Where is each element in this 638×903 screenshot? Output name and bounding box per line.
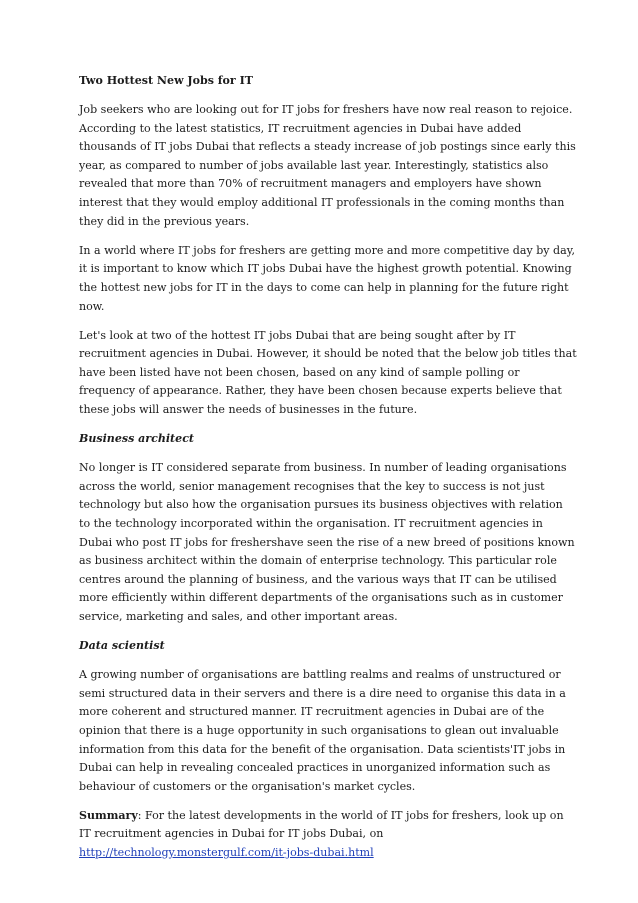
text-line: revealed that more than 70% of recruitment managers and employers have shown — [79, 177, 542, 191]
text-line: centres around the planning of business, and the various ways that IT can be utilised — [79, 572, 557, 586]
summary-label: Summary — [79, 808, 138, 822]
text-line: In a world where IT jobs for freshers are getting more and more competitive day by day, — [79, 243, 575, 257]
business-architect-heading: Business architect — [79, 432, 195, 446]
text-line: it is important to know which IT jobs Dubai have the highest growth potential. Knowing — [79, 262, 572, 276]
text-line: frequency of appearance. Rather, they have been chosen because experts believe that — [79, 384, 562, 398]
summary-line — [79, 807, 565, 826]
text-line: across the world, senior management recognises that the key to success is not just — [79, 479, 545, 493]
data-scientist-paragraph — [79, 666, 565, 796]
text-line: the hottest new jobs for IT in the days to come can help in planning for the future right — [79, 280, 569, 294]
text-line: : For the latest developments in the world of IT jobs for freshers, look up on — [137, 808, 564, 822]
text-line: more coherent and structured manner. IT recruitment agencies in Dubai are of the — [79, 705, 545, 719]
document-page — [79, 72, 577, 873]
text-line: thousands of IT jobs Dubai that reflects a steady increase of job postings since early this — [79, 140, 576, 154]
intro-paragraph — [79, 101, 576, 231]
summary-paragraph — [79, 807, 565, 863]
text-line: According to the latest statistics, IT recruitment agencies in Dubai have added — [79, 121, 522, 135]
text-line: service, marketing and sales, and other important areas. — [79, 609, 398, 623]
text-line: No longer is IT considered separate from business. In number of leading organisations — [79, 461, 567, 475]
text-line: A growing number of organisations are battling realms and realms of unstructured or — [79, 668, 561, 682]
text-line: to the technology incorporated within the organisation. IT recruitment agencies in — [79, 516, 543, 530]
data-scientist-heading: Data scientist — [79, 639, 165, 653]
monstergulf-link[interactable]: http://technology.monstergulf.com/it-jobs-dubai.html — [79, 845, 374, 859]
text-line: semi structured data in their servers and there is a dire need to organise this data in a — [79, 686, 566, 700]
text-line: Job seekers who are looking out for IT jobs for freshers have now real reason to rejoice. — [79, 103, 573, 117]
summary-link-line — [79, 844, 565, 863]
text-line: Let's look at two of the hottest IT jobs Dubai that are being sought after by IT — [79, 328, 516, 342]
text-line: IT recruitment agencies in Dubai for IT jobs Dubai, on — [79, 827, 384, 841]
growth-paragraph — [79, 242, 575, 316]
business-architect-paragraph — [79, 459, 575, 626]
text-line: information from this data for the benefit of the organisation. Data scientists'IT jobs in — [79, 742, 566, 756]
text-line: Dubai who post IT jobs for freshershave seen the rise of a new breed of positions known — [79, 535, 575, 549]
text-line: recruitment agencies in Dubai. However, it should be noted that the below job titles that — [79, 347, 577, 361]
text-line: more efficiently within different departments of the organisations such as in customer — [79, 591, 563, 605]
overview-paragraph — [79, 327, 577, 420]
text-line: technology but also how the organisation pursues its business objectives with relation — [79, 498, 563, 512]
text-line: behaviour of customers or the organisation's market cycles. — [79, 779, 416, 793]
text-line: these jobs will answer the needs of businesses in the future. — [79, 403, 418, 416]
text-line: they did in the previous years. — [79, 214, 250, 228]
text-line: have been listed have not been chosen, based on any kind of sample polling or — [79, 365, 520, 379]
text-line: opinion that there is a huge opportunity in such organisations to glean out invaluable — [79, 723, 559, 737]
document-title: Two Hottest New Jobs for IT — [79, 74, 253, 87]
text-line: as business architect within the domain of enterprise technology. This particular role — [79, 554, 557, 568]
text-line: now. — [79, 299, 105, 313]
text-line: interest that they would employ additional IT professionals in the coming months than — [79, 196, 565, 210]
text-line: Dubai can help in revealing concealed practices in unorganized information such as — [79, 761, 551, 775]
text-line: year, as compared to number of jobs available last year. Interestingly, statistics also — [79, 158, 549, 172]
